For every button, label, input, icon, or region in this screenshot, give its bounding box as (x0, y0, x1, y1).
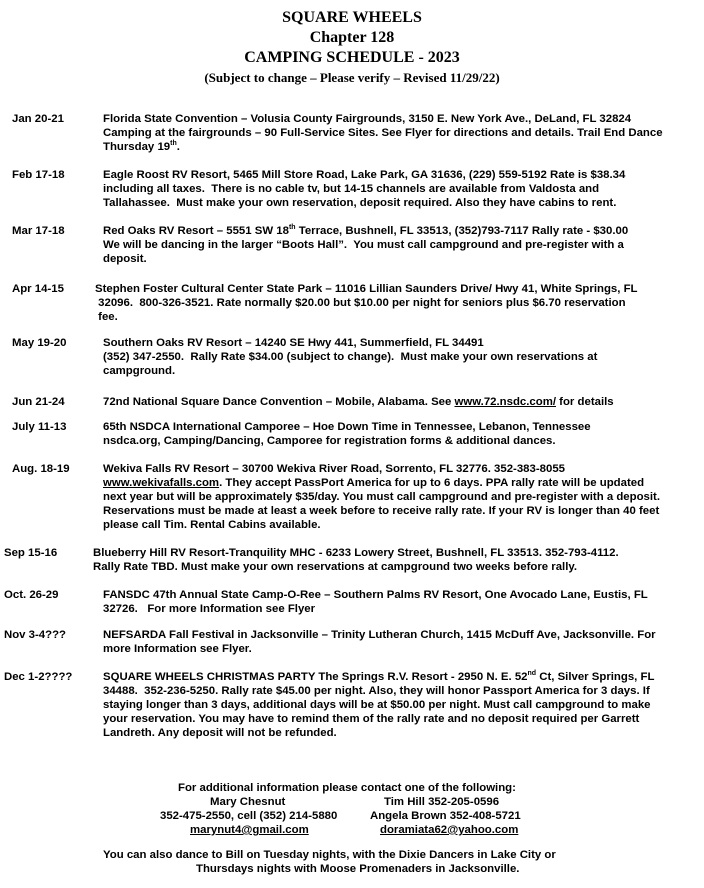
entry-date: Oct. 26-29 (4, 589, 59, 601)
entry-text (103, 420, 673, 448)
entry-line: Tallahassee. Must make your own reservation, deposit required. Also they have cabins to rent. (103, 197, 617, 209)
entry-line: fee. (95, 311, 118, 323)
entry-line: SQUARE WHEELS CHRISTMAS PARTY The Springs R.V. Resort - 2950 N. E. 52nd Ct, Silver Springs, FL (103, 670, 655, 683)
entry-line: campground. (103, 365, 176, 377)
entry-date: Nov 3-4??? (4, 629, 67, 641)
entry-line: (352) 347-2550. Rally Rate $34.00 (subject to change). Must make your own reservations at (103, 351, 598, 363)
entry-text (103, 395, 673, 409)
entry-line: staying longer than 3 days, additional days will be at $50.00 per night. Must call campground to make (103, 699, 651, 711)
entry-line: Southern Oaks RV Resort – 14240 SE Hwy 441, Summerfield, FL 34491 (103, 337, 484, 349)
entry-line: Thursday 19th. (103, 140, 180, 153)
entry-line: Blueberry Hill RV Resort-Tranquility MHC - 6233 Lowery Street, Bushnell, FL 33513. 352-793-4112. (93, 547, 619, 559)
entry-date: Sep 15-16 (4, 547, 58, 559)
contact3-name: Angela Brown 352-408-5721 (370, 810, 521, 822)
entry-line: including all taxes. There is no cable tv, but 14-15 channels are available from Valdosta and (103, 183, 600, 195)
contact3-email[interactable]: doramiata62@yahoo.com (380, 824, 519, 836)
entry-date: Feb 17-18 (12, 169, 65, 181)
entry-line: Reservations must be made at least a week before to receive rally rate. If your RV is longer than 40 feet (103, 505, 660, 517)
entry-line: Camping at the fairgrounds – 90 Full-Service Sites. See Flyer for directions and details. Trail End Dance (103, 127, 663, 139)
entry-date: Mar 17-18 (12, 225, 65, 237)
entry-line: please call Tim. Rental Cabins available. (103, 519, 321, 531)
schedule-title: CAMPING SCHEDULE - 2023 (244, 49, 460, 66)
entry-line: deposit. (103, 253, 147, 265)
entry-date: May 19-20 (12, 337, 67, 349)
entry-line: Florida State Convention – Volusia County Fairgrounds, 3150 E. New York Ave., DeLand, FL 32824 (103, 113, 632, 125)
contact1-email[interactable]: marynut4@gmail.com (190, 824, 309, 836)
website-link[interactable]: www.72.nsdc.com/ (454, 396, 557, 408)
entry-line: Eagle Roost RV Resort, 5465 Mill Store Road, Lake Park, GA 31636, (229) 559-5192 Rate is $38.34 (103, 169, 626, 181)
footer-note-1: You can also dance to Bill on Tuesday nights, with the Dixie Dancers in Lake City or (103, 849, 556, 861)
entry-line: 32726. For more Information see Flyer (103, 603, 316, 615)
entry-date: Jun 21-24 (12, 396, 65, 408)
entry-line: 34488. 352-236-5250. Rally rate $45.00 per night. Also, they will honor Passport America for 3 days. If (103, 685, 650, 697)
entry-line: Landreth. Any deposit will not be refunded. (103, 727, 337, 739)
entry-line: next year but will be approximately $35/day. You must call campground and pre-register with a deposit. (103, 491, 661, 503)
entry-line: nsdca.org, Camping/Dancing, Camporee for registration forms & additional dances. (103, 435, 556, 447)
entry-text (103, 224, 673, 266)
contact1-email-link[interactable] (190, 823, 309, 837)
entry-text (103, 462, 673, 532)
entry-date: Apr 14-15 (12, 283, 64, 295)
chapter-title: Chapter 128 (309, 29, 395, 46)
entry-date: Aug. 18-19 (12, 463, 70, 475)
footer-note-2: Thursdays nights with Moose Promenaders in Jacksonville. (196, 863, 520, 875)
entry-text (103, 112, 673, 154)
footer-intro: For additional information please contact one of the following: (178, 782, 516, 794)
entry-text (103, 168, 673, 210)
entry-text (93, 546, 663, 574)
contact2-name: Tim Hill 352-205-0596 (384, 796, 500, 808)
entry-text (103, 670, 673, 740)
entry-date: Dec 1-2???? (4, 671, 73, 683)
entry-line: www.wekivafalls.com. They accept PassPort America for up to 6 days. PPA rally rate will be updated (103, 477, 645, 489)
contact1-name: Mary Chesnut (210, 796, 286, 808)
website-link[interactable]: www.wekivafalls.com (103, 477, 220, 489)
schedule-subtitle: (Subject to change – Please verify – Revised 11/29/22) (204, 70, 500, 85)
entry-text (103, 588, 673, 616)
entry-date: July 11-13 (12, 421, 67, 433)
org-title: SQUARE WHEELS (282, 9, 422, 26)
entry-line: more Information see Flyer. (103, 643, 252, 655)
entry-line: your reservation. You may have to remind them of the rally rate and no deposit required per Garrett (103, 713, 640, 725)
entry-line: We will be dancing in the larger “Boots Hall”. You must call campground and pre-register with a (103, 239, 624, 251)
contact3-email-link[interactable] (380, 823, 518, 837)
entry-text (95, 282, 665, 324)
entry-text (103, 628, 673, 656)
entry-date: Jan 20-21 (12, 113, 64, 125)
entry-line: 65th NSDCA International Camporee – Hoe Down Time in Tennessee, Lebanon, Tennessee (103, 421, 591, 433)
entry-line: FANSDC 47th Annual State Camp-O-Ree – Southern Palms RV Resort, One Avocado Lane, Eustis, FL (103, 589, 648, 601)
entry-line: Stephen Foster Cultural Center State Park – 11016 Lillian Saunders Drive/ Hwy 41, White Springs, FL (95, 283, 638, 295)
entry-line: Wekiva Falls RV Resort – 30700 Wekiva River Road, Sorrento, FL 32776. 352-383-8055 (103, 463, 565, 475)
entry-line: 32096. 800-326-3521. Rate normally $20.00 but $10.00 per night for seniors plus $6.70 reservation (95, 297, 626, 309)
entry-line: Red Oaks RV Resort – 5551 SW 18th Terrace, Bushnell, FL 33513, (352)793-7117 Rally rate - $30.00 (103, 224, 629, 237)
entry-line: NEFSARDA Fall Festival in Jacksonville – Trinity Lutheran Church, 1415 McDuff Ave, Jacksonville. For (103, 629, 656, 641)
entry-text (103, 336, 673, 378)
contact1-phone: 352-475-2550, cell (352) 214-5880 (160, 810, 338, 822)
entry-line: Rally Rate TBD. Must make your own reservations at campground two weeks before rally. (93, 561, 578, 573)
entry-line: 72nd National Square Dance Convention – Mobile, Alabama. See www.72.nsdc.com/ for details (103, 396, 614, 408)
